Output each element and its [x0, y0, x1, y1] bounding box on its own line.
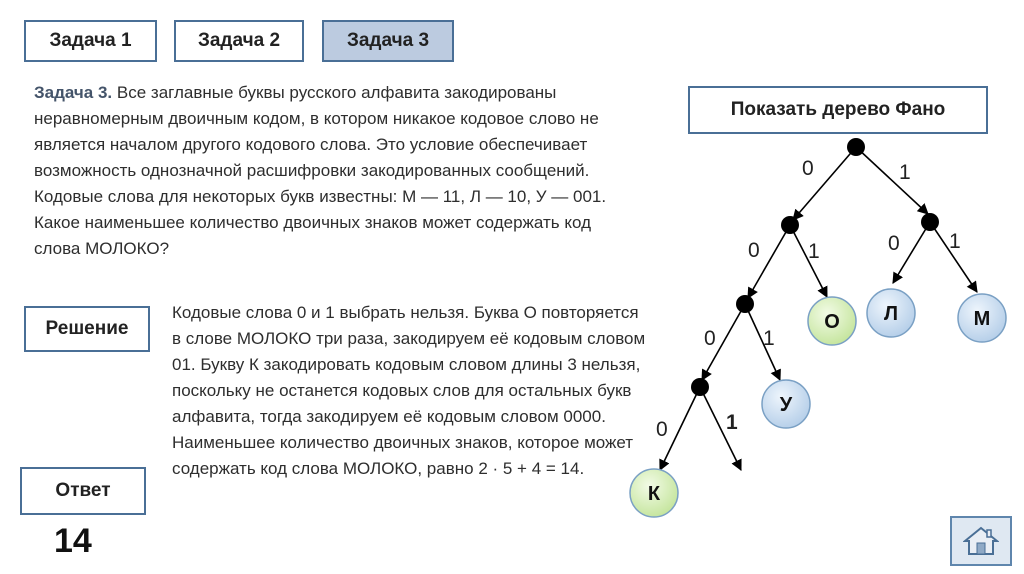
label-root-right: 1 [899, 161, 911, 184]
task-lead: Задача 3. [34, 83, 113, 102]
show-fano-tree-button[interactable]: Показать дерево Фано [688, 86, 988, 134]
answer-value: 14 [54, 522, 92, 560]
leaf-l [867, 289, 915, 337]
leaf-o [808, 297, 856, 345]
leaf-k-label: К [647, 483, 661, 505]
leaf-u [762, 380, 810, 428]
label-n2-right: 1 [949, 230, 961, 253]
tree-node-0 [781, 216, 799, 234]
home-icon [963, 525, 999, 557]
leaf-m [958, 294, 1006, 342]
tree-node-00 [736, 295, 754, 313]
label-n3-left: 0 [704, 327, 716, 350]
label-n4-left: 0 [656, 418, 668, 441]
leaf-m-label: М [973, 308, 991, 330]
leaf-k [630, 469, 678, 517]
leaf-u-label: У [779, 394, 793, 416]
label-n4-right: 1 [726, 411, 738, 434]
label-n1-right: 1 [808, 240, 820, 263]
label-n2-left: 0 [888, 232, 900, 255]
label-n1-left: 0 [748, 239, 760, 262]
leaf-l-label: Л [883, 303, 899, 325]
home-button[interactable] [950, 516, 1012, 566]
tree-node-1 [921, 213, 939, 231]
label-root-left: 0 [802, 157, 814, 180]
answer-button[interactable]: Ответ [20, 467, 146, 515]
solution-button[interactable]: Решение [24, 306, 150, 352]
tree-node-000 [691, 378, 709, 396]
edge-root-right [856, 147, 928, 214]
tab-task-3[interactable]: Задача 3 [322, 20, 454, 62]
task-body: Все заглавные буквы русского алфавита закодированы неравномерным двоичным кодом, в котором никакое кодовое слово не является началом другого кодового слова. Это условие обеспечивает возможность однозначной расшифровки закодированных сообщений. Кодовые слова для некоторых букв известны: М — 11, Л — 10, У — 001. Какое наименьшее количество двоичных знаков может содержать код слова МОЛОКО? [34, 83, 607, 258]
solution-text: Кодовые слова 0 и 1 выбрать нельзя. Буква О повторяется в слове МОЛОКО три раза, закодируем её кодовым словом 01. Букву К закодировать кодовым словом длины 3 нельзя, поскольку не останется кодовых слов для остальных букв алфавита, тогда закодируем её кодовым словом 0000. Наименьшее количество двоичных знаков, которое может содержать код слова МОЛОКО, равно 2 · 5 + 4 = 14. [172, 303, 646, 478]
tree-node-root [847, 138, 865, 156]
tab-task-2[interactable]: Задача 2 [174, 20, 304, 62]
tab-task-1[interactable]: Задача 1 [24, 20, 157, 62]
label-n3-right: 1 [763, 327, 775, 350]
leaf-o-label: О [824, 311, 840, 333]
